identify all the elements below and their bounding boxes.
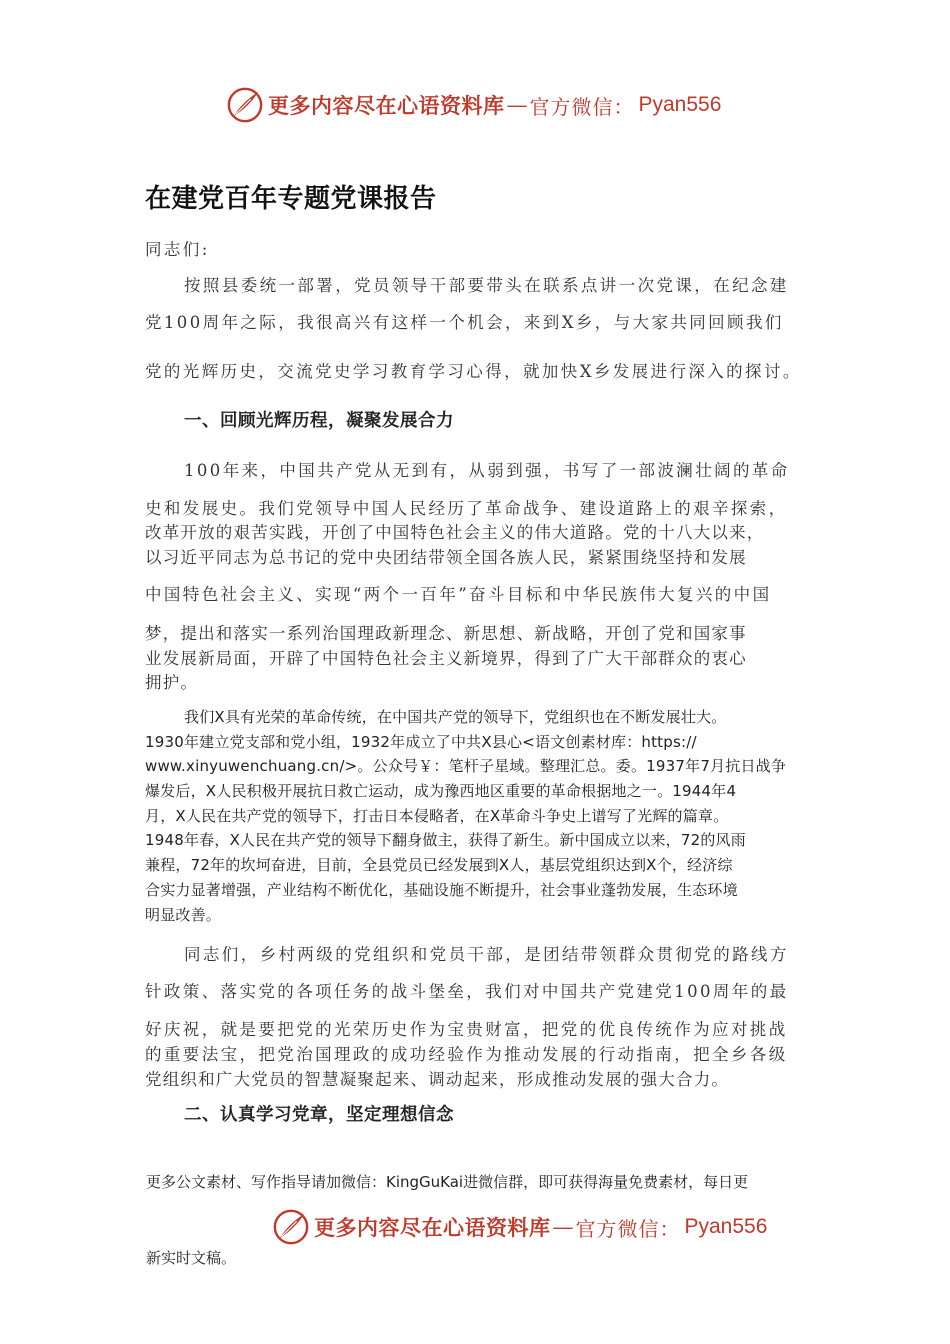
banner-wechat-label: 官方微信： [575, 1216, 681, 1241]
paragraph-line: 梦，提出和落实一系列治国理政新理念、新思想、新战略，开创了党和国家事 [145, 624, 747, 643]
banner-wechat-id: Pyan556 [684, 1215, 768, 1238]
paragraph-line: 史和发展史。我们党领导中国人民经历了革命战争、建设道路上的艰辛探索， [145, 499, 788, 518]
paragraph-line: 月，X人民在共产党的领导下，打击日本侵略者，在X革命斗争史上谱写了光辉的篇章。 [145, 807, 729, 825]
banner-wechat-id: Pyan556 [638, 93, 722, 116]
intro-line: 党的光辉历史，交流党史学习教育学习心得，就加快X乡发展进行深入的探讨。 [145, 362, 802, 381]
paragraph-line: 1948年春，X人民在共产党的领导下翻身做主，获得了新生。新中国成立以来，72的风雨 [145, 831, 746, 849]
paragraph-line: 同志们，乡村两级的党组织和党员干部，是团结带领群众贯彻党的路线方 [184, 945, 789, 964]
paragraph-line: 中国特色社会主义、实现“两个一百年”奋斗目标和中华民族伟大复兴的中国 [145, 585, 772, 604]
paragraph-line: 改革开放的艰苦实践，开创了中国特色社会主义的伟大道路。党的十八大以来， [145, 523, 765, 542]
feather-pen-logo-icon [272, 1208, 310, 1246]
banner-main-text: 更多内容尽在心语资料库 [268, 93, 505, 118]
paragraph-line: 拥护。 [145, 673, 199, 692]
paragraph-line: 以习近平同志为总书记的党中央团结带领全国各族人民，紧紧围绕坚持和发展 [145, 548, 747, 567]
banner-dash: — [552, 1215, 574, 1239]
watermark-banner-bottom [272, 1204, 767, 1250]
feather-pen-logo-icon [226, 86, 264, 124]
paragraph-line: 好庆祝，就是要把党的光荣历史作为宝贵财富，把党的优良传统作为应对挑战 [145, 1020, 788, 1039]
banner-main-text: 更多内容尽在心语资料库 [314, 1215, 551, 1240]
paragraph-line: 爆发后，X人民积极开展抗日救亡运动，成为豫西地区重要的革命根据地之一。1944年4 [145, 782, 737, 800]
intro-line: 按照县委统一部署，党员领导干部要带头在联系点讲一次党课，在纪念建 [184, 276, 789, 295]
banner-dash: — [506, 93, 528, 117]
intro-line: 党100周年之际，我很高兴有这样一个机会，来到X乡，与大家共同回顾我们 [145, 313, 784, 332]
watermark-banner-top [226, 82, 721, 128]
paragraph-line: 针政策、落实党的各项任务的战斗堡垒，我们对中国共产党建党100周年的最 [145, 982, 789, 1001]
paragraph-line: 明显改善。 [145, 906, 222, 924]
paragraph-line: 我们X具有光荣的革命传统，在中国共产党的领导下，党组织也在不断发展壮大。 [184, 708, 727, 726]
document-title: 在建党百年专题党课报告 [145, 184, 437, 214]
paragraph-line: 业发展新局面，开辟了中国特色社会主义新境界，得到了广大干部群众的衷心 [145, 649, 747, 668]
paragraph-line: 的重要法宝，把党治国理政的成功经验作为推动发展的行动指南，把全乡各级 [145, 1045, 788, 1064]
paragraph-line: 合实力显著增强，产业结构不断优化，基础设施不断提升，社会事业蓬勃发展，生态环境 [145, 881, 738, 899]
section-heading: 二、认真学习党章，坚定理想信念 [184, 1105, 454, 1125]
footer-promo-line: 更多公文素材、写作指导请加微信：KingGuKai进微信群，即可获得海量免费素材，每日更 [146, 1173, 749, 1191]
paragraph-line: 兼程，72年的坎坷奋进，目前，全县党员已经发展到X人，基层党组织达到X个，经济综 [145, 856, 733, 874]
greeting: 同志们: [145, 240, 210, 259]
paragraph-line: 党组织和广大党员的智慧凝聚起来、调动起来，形成推动发展的强大合力。 [145, 1070, 730, 1089]
footer-promo-line: 新实时文稿。 [146, 1249, 237, 1267]
paragraph-line: www.xinyuwenchuang.cn/>。公众号￥：笔杆子星域。整理汇总。委。1937年7月抗日战争 [145, 757, 787, 775]
paragraph-line: 1930年建立党支部和党小组，1932年成立了中共X县心<语文创素材库：https:// [145, 733, 697, 751]
section-heading: 一、回顾光辉历程，凝聚发展合力 [184, 411, 454, 431]
paragraph-line: 100年来，中国共产党从无到有，从弱到强，书写了一部波澜壮阔的革命 [184, 461, 790, 480]
banner-wechat-label: 官方微信： [529, 94, 635, 119]
